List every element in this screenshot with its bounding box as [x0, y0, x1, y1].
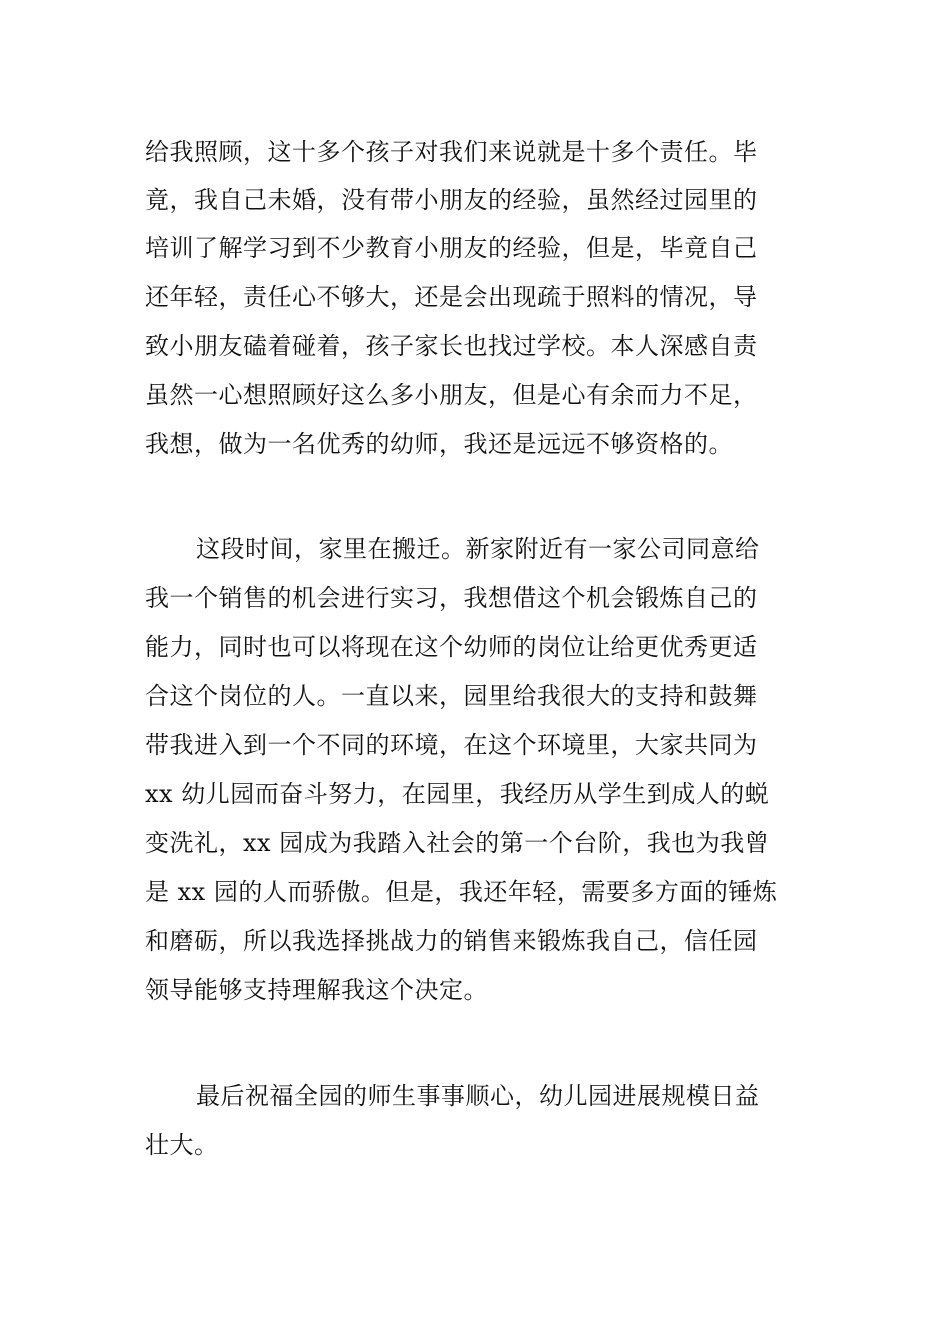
paragraph-1-line-7: 我想，做为一名优秀的幼师，我还是远远不够资格的。 — [145, 430, 733, 458]
paragraph-3-line-2: 壮大。 — [145, 1131, 219, 1159]
paragraph-1-line-4: 还年轻，责任心不够大，还是会出现疏于照料的情况，导 — [145, 283, 758, 311]
paragraph-1-line-5: 致小朋友磕着碰着，孩子家长也找过学校。本人深感自责 — [145, 332, 758, 360]
paragraph-2-line-4: 合这个岗位的人。一直以来，园里给我很大的支持和鼓舞 — [145, 682, 758, 710]
paragraph-1-line-6: 虽然一心想照顾好这么多小朋友，但是心有余而力不足， — [145, 381, 758, 409]
paragraph-2-line-5: 带我进入到一个不同的环境，在这个环境里，大家共同为 — [145, 731, 758, 759]
paragraph-2-line-3: 能力，同时也可以将现在这个幼师的岗位让给更优秀更适 — [145, 633, 758, 661]
paragraph-3-line-1: 最后祝福全园的师生事事顺心，幼儿园进展规模日益 — [196, 1082, 760, 1110]
paragraph-2-line-6: xx 幼儿园而奋斗努力，在园里，我经历从学生到成人的蜕 — [145, 780, 770, 808]
paragraph-1-line-1: 给我照顾，这十多个孩子对我们来说就是十多个责任。毕 — [145, 138, 758, 166]
paragraph-2-line-2: 我一个销售的机会进行实习，我想借这个机会锻炼自己的 — [145, 584, 758, 612]
paragraph-1-line-2: 竟，我自己未婚，没有带小朋友的经验，虽然经过园里的 — [145, 186, 758, 214]
paragraph-2-line-1: 这段时间，家里在搬迁。新家附近有一家公司同意给 — [196, 535, 760, 563]
paragraph-1-line-3: 培训了解学习到不少教育小朋友的经验，但是，毕竟自己 — [145, 234, 758, 262]
paragraph-2-line-10: 领导能够支持理解我这个决定。 — [145, 976, 488, 1004]
paragraph-2-line-9: 和磨砺，所以我选择挑战力的销售来锻炼我自己，信任园 — [145, 927, 758, 955]
paragraph-2-line-8: 是 xx 园的人而骄傲。但是，我还年轻，需要多方面的锤炼 — [145, 878, 778, 906]
paragraph-2-line-7: 变洗礼，xx 园成为我踏入社会的第一个台阶，我也为我曾 — [145, 829, 770, 857]
